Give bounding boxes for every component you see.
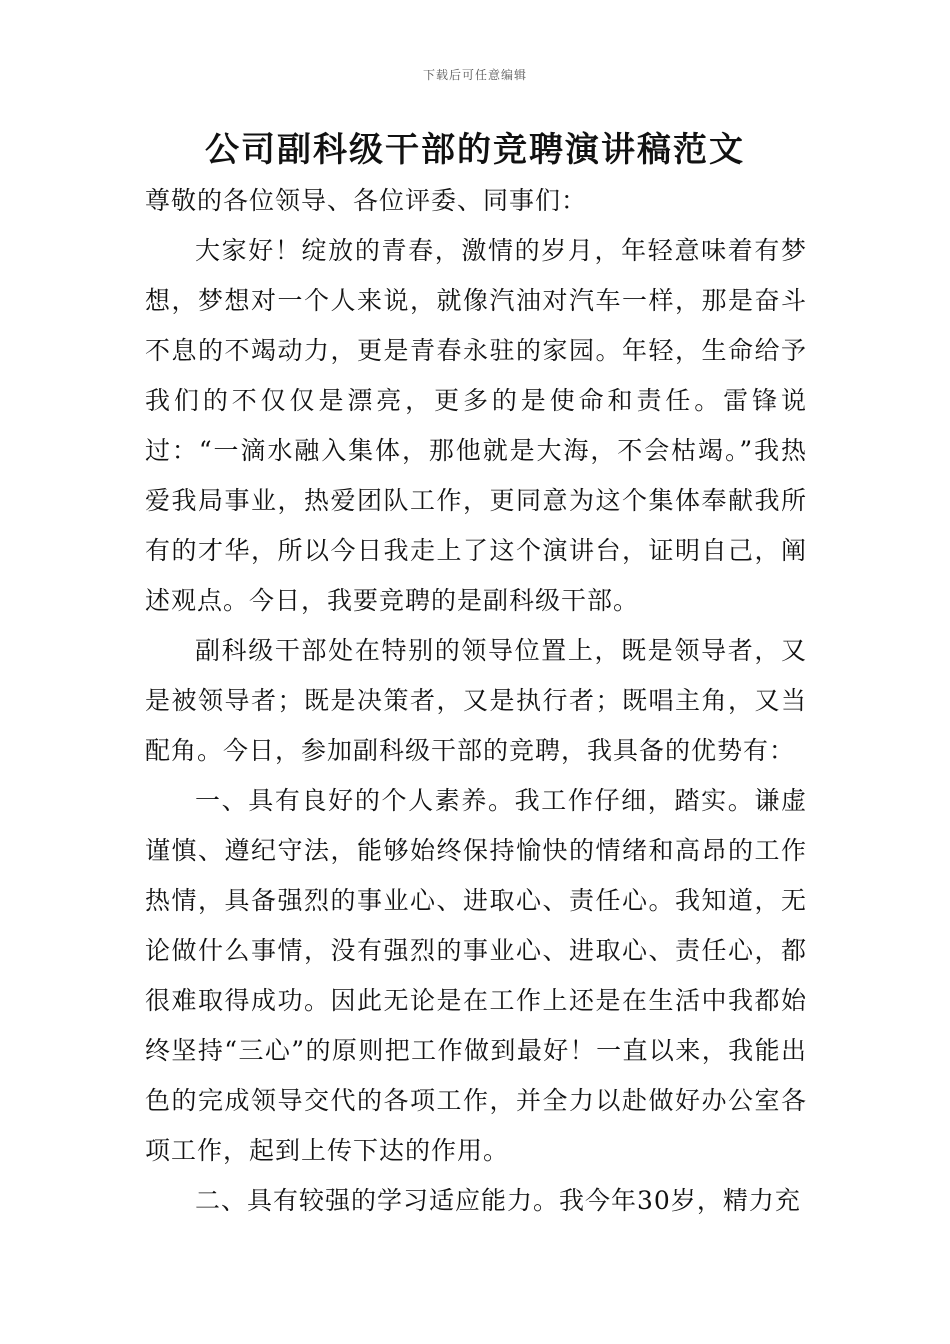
document-title: 公司副科级干部的竞聘演讲稿范文 <box>205 130 745 170</box>
paragraph-advantage-2: 二、具有较强的学习适应能力。我今年30岁，精力充 <box>195 1186 801 1215</box>
paragraph-advantage-1: 一、具有良好的个人素养。我工作仔细，踏实。谦虚谨慎、遵纪守法，能够始终保持愉快的情绪和高昂的工作热情，具备强烈的事业心、进取心、责任心。我知道，无论做什么事情，没有强烈的事业心、进取心、责任心，都很难取得成功。因此无论是在工作上还是在生活中我都始终坚持“三心”的原则把工作做到最好！一直以来，我能出色的完成领导交代的各项工作，并全力以赴做好办公室各项工作，起到上传下达的作用。 <box>145 786 807 1165</box>
document-body <box>145 176 807 1226</box>
paragraph-intro: 大家好！绽放的青春，激情的岁月，年轻意味着有梦想，梦想对一个人来说，就像汽油对汽车一样，那是奋斗不息的不竭动力，更是青春永驻的家园。年轻，生命给予我们的不仅仅是漂亮，更多的是使命和责任。雷锋说过：“一滴水融入集体，那他就是大海，不会枯竭。”我热爱我局事业，热爱团队工作，更同意为这个集体奉献我所有的才华，所以今日我走上了这个演讲台，证明自己，阐述观点。今日，我要竞聘的是副科级干部。 <box>145 236 807 615</box>
paragraph-position: 副科级干部处在特别的领导位置上，既是领导者，又是被领导者；既是决策者，又是执行者；既唱主角，又当配角。今日，参加副科级干部的竞聘，我具备的优势有： <box>145 636 807 765</box>
salutation: 尊敬的各位领导、各位评委、同事们： <box>145 186 588 215</box>
header-note: 下载后可任意编辑 <box>422 68 527 82</box>
